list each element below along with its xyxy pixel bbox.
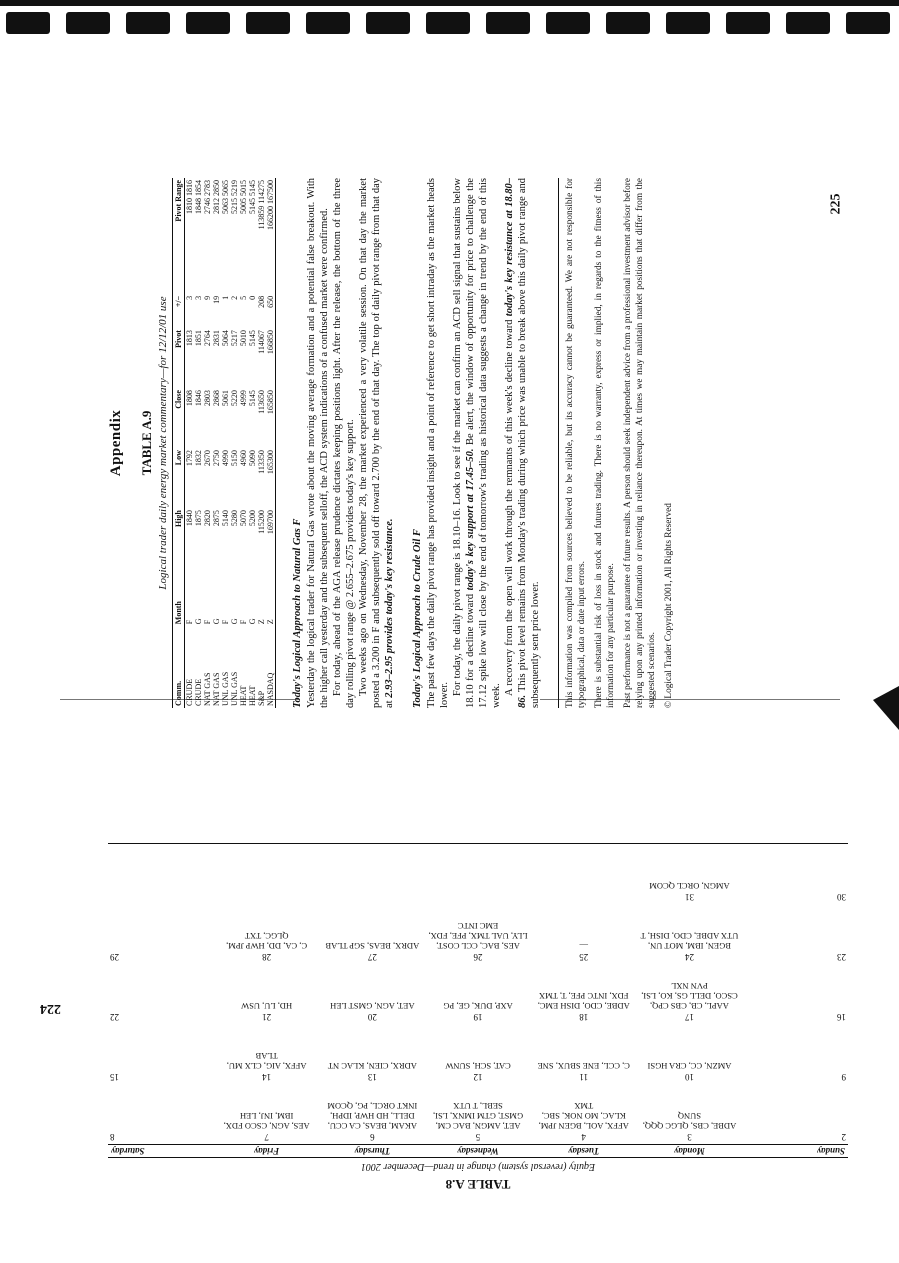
calendar-day (425, 964, 531, 1024)
table-row (257, 178, 266, 708)
day-number: 23 (837, 952, 846, 962)
day-number: 16 (837, 1012, 846, 1022)
perforation-hole (186, 12, 230, 34)
crude-text: This pivot level remains from Monday's trading during which price was unable to break above this daily pivot range and subsequently sent price lower. (517, 178, 541, 708)
day-number: 29 (110, 952, 119, 962)
calendar-day (108, 1024, 214, 1084)
disclaimer-line: This information was compiled from sources believed to be reliable, but its accuracy cannot be guaranteed. We are not responsible for typographical, data or date input errors. (565, 178, 587, 708)
table-cell-low: 5090 (248, 450, 257, 467)
calendar-day (214, 904, 320, 964)
col-header: Pivot (173, 328, 185, 388)
col-header: Comm. (173, 626, 185, 708)
ticker-list: ADBE, CBS, QLGC QQQ, SUNQ (642, 1111, 737, 1131)
table-row (248, 178, 257, 708)
ticker-list: AKAM, BEAS, CA CCU, DELL, HD HWP, IDPH, INKT ORCL, PG, QCOM (327, 1101, 418, 1131)
calendar-day (425, 844, 531, 905)
day-number: 30 (837, 892, 846, 902)
table-cell-high: 1840 (185, 510, 194, 527)
day-number: 2 (841, 1132, 846, 1142)
day-header: Sunday (742, 1145, 848, 1158)
day-number: 8 (110, 1132, 115, 1142)
crude-heading: Today's Logical Approach to Crude Oil F (412, 529, 423, 708)
perforation-hole (306, 12, 350, 34)
day-number: 21 (262, 1012, 272, 1022)
table-cell-diff: 5 (239, 295, 248, 300)
crude-text: Be alert, the window of opportunity for price to challenge the 17.12 spike low will close by the end of tomorrow's trading as historical data suggests a change in trend by the end of this week. (465, 177, 502, 708)
table-cell-month: G (212, 618, 221, 625)
day-number: 7 (264, 1132, 269, 1142)
table-cell-comm: HEAT (248, 685, 257, 706)
gas-text: Two weeks ago on Wednesday, November 28, the market experienced a very volatile session. On that day the market posted a 3.200 in F and subsequently sold off toward 2.700 by the end of that day. The top of daily pivot range from that day at (358, 178, 395, 708)
table-cell-diff: 208 (257, 295, 266, 308)
table-cell-low: 165300 (266, 448, 276, 508)
disclaimer (564, 178, 675, 708)
calendar-day (319, 1024, 425, 1084)
calendar-day (108, 1084, 214, 1145)
ticker-list: C, CCL, ENE SBUX, SNE (537, 1061, 630, 1071)
day-number: 3 (687, 1132, 692, 1142)
ticker-list: AES, AGN, CSCO FDX, IBM, INJ, LEH (223, 1111, 310, 1131)
calendar-day (108, 844, 214, 905)
calendar-day (742, 844, 848, 905)
calendar-day (531, 904, 637, 964)
day-number: 14 (262, 1072, 272, 1082)
ticker-list: ADRX, CIEN, KLAC NT (327, 1061, 417, 1071)
calendar-day (214, 1024, 320, 1084)
table-cell-range: 5145 5145 (248, 180, 257, 214)
gas-paragraph: Yesterday the logical trader for Natural Gas wrote about the moving average formation and a potential false breakout. With the higher call yesterday and the subsequent selloff, the ACD system indications of a confused market were confirmed. (306, 178, 330, 708)
table-cell-close: 113650 (257, 390, 266, 414)
day-number: 25 (579, 952, 589, 962)
col-header: Pivot Range (173, 178, 185, 294)
calendar-day (108, 964, 214, 1024)
table-cell-range: 5005 5015 (239, 180, 248, 214)
ticker-list: CAT, SCH, SUNW (445, 1061, 511, 1071)
calendar-day (637, 1084, 743, 1145)
day-number: 9 (841, 1072, 846, 1082)
day-header: Friday (214, 1145, 320, 1158)
perforation-hole (366, 12, 410, 34)
ticker-list: — (579, 941, 588, 951)
crude-text: For today, the daily pivot range is 18.10–16. Look to see if the market can confirm an ACD sell signal that sustains below 18.10 for a decline toward (452, 178, 476, 708)
table-row (266, 178, 276, 708)
perforation-edge (0, 0, 899, 6)
gas-heading: Today's Logical Approach to Natural Gas F (292, 518, 303, 708)
crude-text: A recovery from the open will work through the remnants of this week's decline toward (504, 316, 515, 696)
table-cell-low: 2750 (212, 450, 221, 467)
calendar-day (637, 844, 743, 905)
ticker-list: AXP, DUK, GE, PG (443, 1001, 513, 1011)
calendar-table (108, 843, 848, 1158)
table-cell-range: 1848 1854 (194, 180, 203, 214)
table-cell-close: 4999 (239, 390, 248, 407)
calendar-day (319, 904, 425, 964)
calendar-day (637, 1024, 743, 1084)
calendar-day (637, 904, 743, 964)
table-cell-close: 1846 (194, 390, 203, 407)
table-cell-low: 1792 (185, 450, 194, 467)
table-cell-comm: NAT GAS (212, 672, 221, 706)
table-label: TABLE A.8 (445, 1177, 511, 1192)
calendar-day (531, 844, 637, 905)
table-cell-high: 2820 (203, 510, 212, 527)
table-row (203, 178, 212, 708)
perforation-hole (666, 12, 710, 34)
perforation-hole (786, 12, 830, 34)
crude-key-level: today's key support at 17.45–50. (465, 448, 476, 591)
col-header: +/− (173, 294, 185, 328)
calendar-day (319, 964, 425, 1024)
calendar-day (637, 964, 743, 1024)
table-title: Logical trader daily energy market commentary—for 12/12/01 use (157, 296, 169, 590)
day-number: 20 (367, 1012, 377, 1022)
day-number: 24 (684, 952, 694, 962)
table-row (239, 178, 248, 708)
day-number: 6 (370, 1132, 375, 1142)
day-number: 13 (367, 1072, 377, 1082)
table-cell-close: 1808 (185, 390, 194, 407)
table-cell-range: 2812 2850 (212, 180, 221, 214)
page-corner-marker (873, 686, 899, 730)
day-number: 10 (684, 1072, 694, 1082)
calendar-day (531, 1024, 637, 1084)
table-cell-pivot: 166850 (266, 328, 276, 388)
calendar-day (742, 904, 848, 964)
disclaimer-rule (558, 178, 559, 708)
table-cell-range: 5063 5065 (221, 180, 230, 214)
calendar-day (425, 1084, 531, 1145)
table-cell-pivot: 5064 (221, 330, 230, 347)
page-225 (108, 178, 748, 708)
table-cell-comm: CRUDE (185, 678, 194, 706)
calendar-day (214, 844, 320, 905)
table-cell-close: 165850 (266, 388, 276, 448)
ticker-list: BGEN, IBM, MOT UN, UTX ADBE, CDO, DISH, T (640, 931, 739, 951)
page-number-top: 225 (828, 193, 844, 215)
calendar-day (742, 1084, 848, 1145)
day-number: 26 (473, 952, 483, 962)
table-cell-comm: NASDAQ (266, 626, 276, 708)
day-header: Wednesday (425, 1145, 531, 1158)
calendar-day (531, 964, 637, 1024)
table-cell-diff: 650 (266, 294, 276, 328)
day-number: 4 (581, 1132, 586, 1142)
day-header: Thursday (319, 1145, 425, 1158)
table-row (230, 178, 239, 708)
ticker-list: HD, LU, USW (241, 1001, 293, 1011)
table-cell-month: F (185, 619, 194, 625)
calendar-day (742, 964, 848, 1024)
table-cell-pivot: 5217 (230, 330, 239, 347)
table-title: Equity (reversal system) change in trend—December 2001 (360, 1161, 596, 1172)
table-cell-low: 1832 (194, 450, 203, 467)
perforation-hole (546, 12, 590, 34)
day-number: 11 (579, 1072, 589, 1082)
calendar-week (108, 1024, 848, 1084)
calendar-day (742, 1024, 848, 1084)
table-cell-pivot: 5010 (239, 330, 248, 347)
ticker-list: AET, AGN, GMST LEH (330, 1001, 415, 1011)
day-number: 12 (473, 1072, 483, 1082)
crude-paragraph: The past few days the daily pivot range has provided insight and a point of reference to get short intraday as the market heads lower. (426, 178, 450, 708)
table-cell-low: 5150 (230, 450, 239, 467)
table-cell-month: G (230, 618, 239, 625)
calendar-day (425, 1024, 531, 1084)
table-cell-pivot: 2831 (212, 330, 221, 347)
day-number: 27 (367, 952, 377, 962)
table-cell-diff: 9 (203, 295, 212, 300)
table-cell-high: 5280 (230, 510, 239, 527)
perforation-hole (846, 12, 890, 34)
calendar-week (108, 1084, 848, 1145)
table-cell-high: 1875 (194, 510, 203, 527)
table-cell-diff: 2 (230, 295, 239, 300)
table-cell-comm: UNL GAS (221, 671, 230, 706)
running-head: Appendix (108, 409, 124, 477)
table-label: TABLE A.9 (139, 410, 154, 476)
table-cell-diff: 19 (212, 295, 221, 304)
table-cell-close: 5220 (230, 390, 239, 407)
crude-paragraph (503, 178, 542, 708)
calendar-day (531, 1084, 637, 1145)
table-cell-range: 1810 1816 (185, 180, 194, 214)
gas-key-level: 2.93–2.95 provides today's key resistance. (384, 518, 395, 698)
table-cell-range: 113859 114275 (257, 180, 266, 230)
day-header: Monday (637, 1145, 743, 1158)
ticker-list: C, CA, DD, HWP JPM, QLGC, TXT (226, 931, 308, 951)
day-number: 17 (684, 1012, 694, 1022)
table-cell-pivot: 114067 (257, 330, 266, 354)
calendar-day (214, 964, 320, 1024)
calendar-week (108, 964, 848, 1024)
table-cell-month: G (248, 618, 257, 625)
table-cell-month: G (194, 618, 203, 625)
calendar-day (108, 904, 214, 964)
ticker-list: AFFX, AOL, BGEN JPM, KLAC, MO NOK, SBC, TMX (538, 1101, 629, 1131)
table-row (212, 178, 221, 708)
table-cell-comm: NAT GAS (203, 672, 212, 706)
table-cell-low: 4990 (221, 450, 230, 467)
ticker-list: AMGN, ORCL QCOM (649, 881, 730, 891)
calendar-week (108, 844, 848, 905)
calendar-week (108, 904, 848, 964)
calendar-day (425, 904, 531, 964)
day-header: Saturday (108, 1145, 214, 1158)
day-number: 5 (475, 1132, 481, 1142)
table-cell-high: 169700 (266, 508, 276, 568)
table-cell-pivot: 1851 (194, 330, 203, 347)
gas-paragraph: For today, ahead of the AGA release prudence dictates keeping positions light. After the release, the bottom of the three day rolling pivot range @ 2.655–2.675 provides today's key support. (332, 178, 356, 708)
table-row (221, 178, 230, 708)
day-number: 19 (473, 1012, 483, 1022)
table-cell-pivot: 5145 (248, 330, 257, 347)
table-cell-month: Z (257, 619, 266, 625)
col-header: Month (173, 568, 185, 626)
table-cell-range: 166200 167500 (266, 178, 276, 294)
table-cell-diff: 1 (221, 295, 230, 300)
perforation-strip (0, 0, 899, 36)
ticker-list: ADRX, BEAS, SGP TLAB (325, 941, 420, 951)
table-cell-close: 5061 (221, 390, 230, 407)
table-cell-high: 5140 (221, 510, 230, 527)
day-number: 31 (684, 892, 694, 902)
day-number: 15 (110, 1072, 119, 1082)
table-cell-range: 5215 5219 (230, 180, 239, 214)
table-cell-low: 4960 (239, 450, 248, 467)
crude-paragraph (451, 178, 503, 708)
copyright-line: © Logical Trader Copyright 2001, All Rights Reserved (664, 503, 674, 708)
crude-key-level: today's key resistance at 18.80–86. (504, 178, 528, 708)
page-224 (108, 762, 848, 1192)
table-cell-close: 2803 (203, 390, 212, 407)
disclaimer-line: Past performance is not a guarantee of future results. A person should seek independent advice from a professional investment advisor before relying upon any printed information or investing in reliance thereupon. At times we may maintain market positions that differ from the suggested scenarios. (623, 178, 657, 708)
col-header: Close (173, 388, 185, 448)
calendar-day (319, 1084, 425, 1145)
table-cell-month: F (203, 619, 212, 625)
table-cell-high: 5070 (239, 510, 248, 527)
ticker-list: AET, AMGN, BAC CM, GMST, GTM IMNX, LSI, SEBL, T UTX (433, 1101, 524, 1131)
table-cell-comm: CRUDE (194, 678, 203, 706)
table-cell-comm: UNL GAS (230, 671, 239, 706)
ticker-list: AES, BAC, CCL COST, LLY, UAL TMX, PFE, FDX, EMC INTC (428, 921, 528, 951)
ticker-list: AMZN, CC, CRA HGSI (647, 1061, 732, 1071)
table-row (185, 178, 195, 708)
perforation-hole (426, 12, 470, 34)
gas-paragraph (357, 178, 396, 708)
col-header: High (173, 508, 185, 568)
day-number: 18 (579, 1012, 589, 1022)
day-header: Tuesday (531, 1145, 637, 1158)
ticker-list: AAPL, CB, CBS CPQ, CSCO, DELL GS, KO, LSI, PVN NXL (641, 981, 738, 1011)
table-cell-high: 115200 (257, 510, 266, 534)
perforation-hole (126, 12, 170, 34)
table-cell-high: 5200 (248, 510, 257, 527)
table-cell-low: 113350 (257, 450, 266, 474)
perforation-hole (246, 12, 290, 34)
table-cell-range: 2746 2783 (203, 180, 212, 214)
disclaimer-line: There is substantial risk of loss in stock and futures trading. There is no warranty, express or implied, in regards to the fitness of this information for any particular purpose. (594, 178, 616, 708)
table-row (194, 178, 203, 708)
table-cell-month: F (221, 619, 230, 625)
table-cell-comm: S&P (257, 690, 266, 706)
table-cell-pivot: 1813 (185, 330, 194, 347)
table-cell-diff: 3 (185, 295, 194, 300)
calendar-day (319, 844, 425, 905)
day-number: 28 (262, 952, 272, 962)
day-number: 22 (110, 1012, 119, 1022)
table-cell-diff: 0 (248, 295, 257, 300)
ticker-list: ADBE, CDO, DISH EMC, FDX, INTC PFE, T, TMX (537, 991, 630, 1011)
perforation-hole (6, 12, 50, 34)
table-cell-pivot: 2764 (203, 330, 212, 347)
table-cell-comm: HEAT (239, 685, 248, 706)
col-header: Low (173, 448, 185, 508)
table-cell-high: 2875 (212, 510, 221, 527)
table-cell-close: 2868 (212, 390, 221, 407)
pivot-table (172, 178, 276, 708)
table-cell-month: F (239, 619, 248, 625)
ticker-list: AFFX, AIG, CLX MU, TLAB (226, 1051, 307, 1071)
table-cell-close: 5145 (248, 390, 257, 407)
calendar-day (214, 1084, 320, 1145)
perforation-hole (66, 12, 110, 34)
table-cell-low: 2670 (203, 450, 212, 467)
perforation-hole (606, 12, 650, 34)
page-number-bottom: 224 (40, 1001, 61, 1016)
table-cell-diff: 3 (194, 295, 203, 300)
perforation-hole (486, 12, 530, 34)
perforation-hole (726, 12, 770, 34)
table-cell-month: Z (266, 568, 276, 626)
